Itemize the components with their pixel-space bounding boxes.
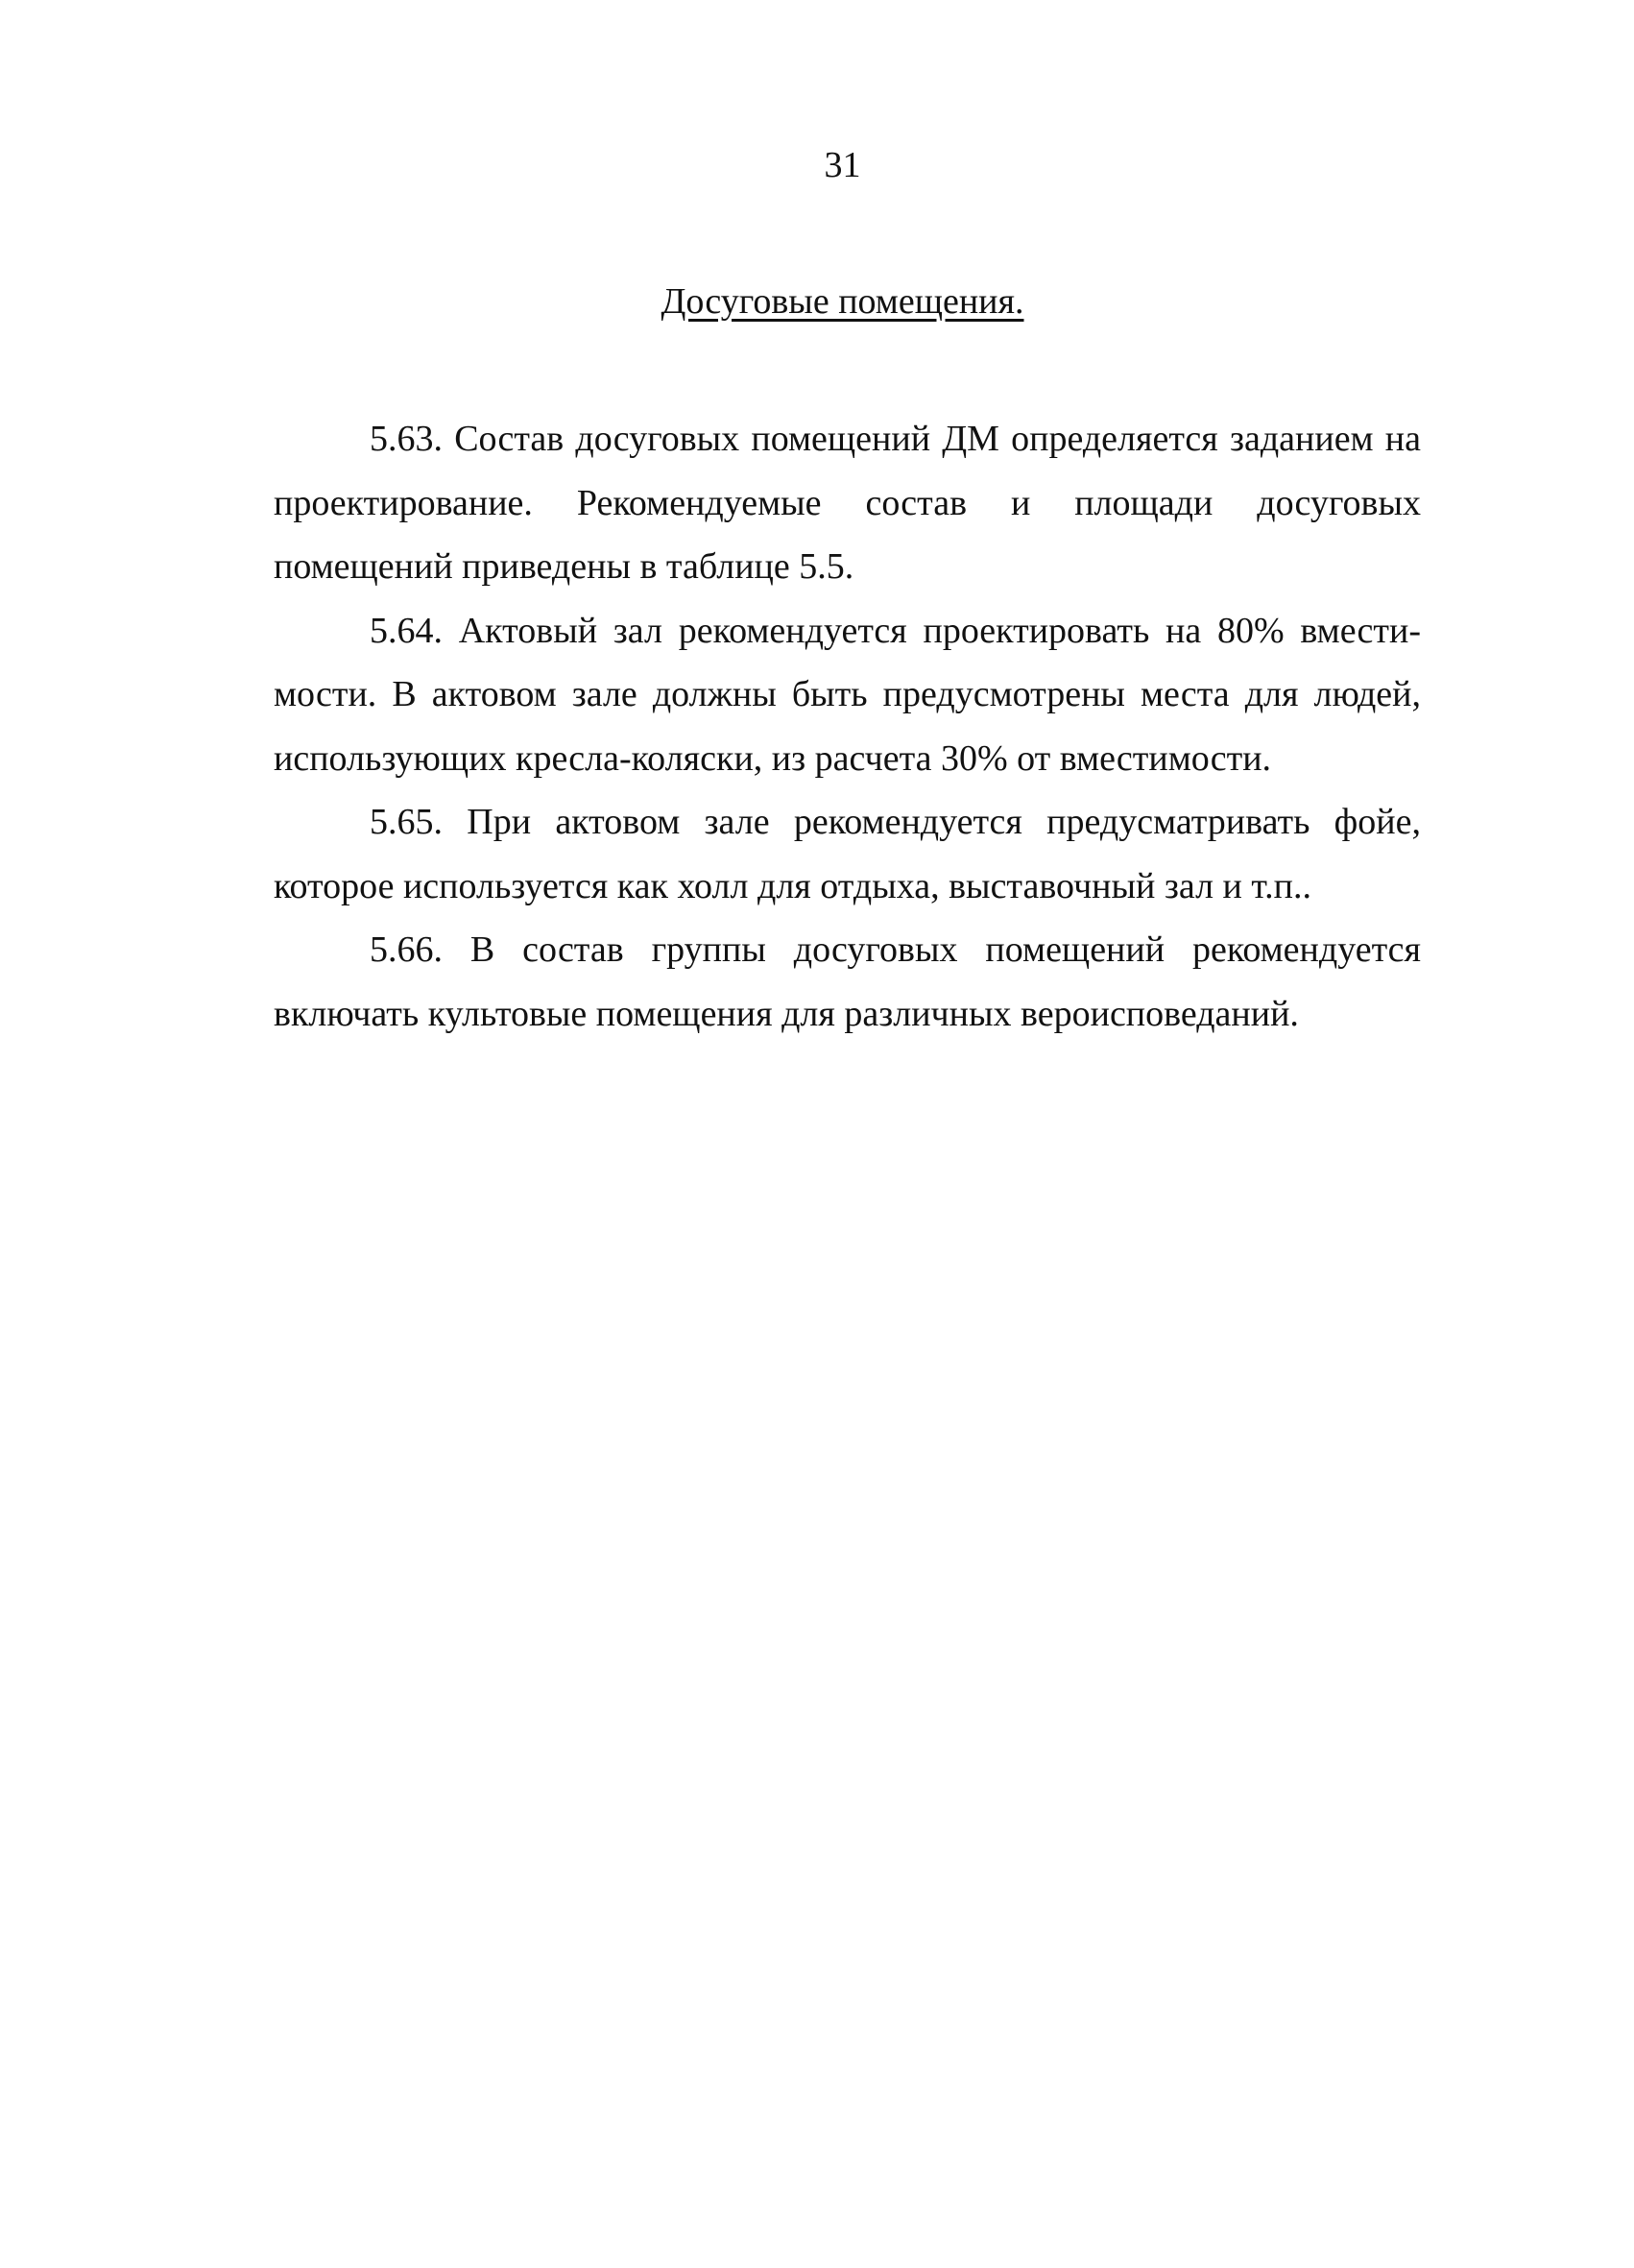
paragraph-5-66: 5.66. В состав группы досуговых помещений рекомендуется включать культовые помещения для различных вероисповеданий. xyxy=(274,929,1421,1034)
paragraph-5-64: 5.64. Актовый зал рекомендуется проектировать на 80% вместимости. В актовом зале должны быть предусмотрены места для людей, использующих кресла-коляски, из расчета 30% от вместимости. xyxy=(274,610,1421,779)
paragraph-5-63: 5.63. Состав досуговых помещений ДМ определяется заданием на проектирование. Рекомендуемые состав и площади досуговых помещений приведены в таблице 5.5. xyxy=(274,419,1421,587)
paragraph-5-65: 5.65. При актовом зале рекомендуется предусматривать фойе, которое используется как холл для отдыха, выставочный зал и т.п.. xyxy=(274,802,1421,906)
page-number: 31 xyxy=(824,145,861,185)
section-title: Досуговые помещения. xyxy=(661,281,1024,322)
body-text xyxy=(274,407,1421,1046)
